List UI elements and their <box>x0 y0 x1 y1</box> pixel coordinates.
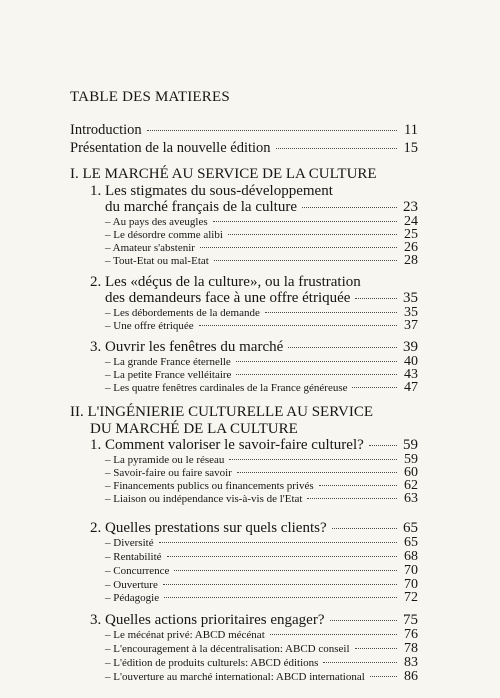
entry-label: – Le désordre comme alibi <box>105 229 223 241</box>
page-number: 59 <box>404 452 418 467</box>
dot-leader <box>302 207 397 208</box>
dot-leader <box>228 234 397 235</box>
dot-leader <box>164 597 397 598</box>
page-number: 65 <box>403 520 418 536</box>
dot-leader <box>213 221 397 222</box>
page-number: 83 <box>404 655 418 670</box>
page-number: 78 <box>404 641 418 656</box>
page-number: 43 <box>404 367 418 382</box>
dot-leader <box>352 387 397 388</box>
page-number: 62 <box>404 478 418 493</box>
dot-leader <box>355 298 397 299</box>
entry-label: – Financements publics ou financements privés <box>105 480 314 492</box>
entry-label: – Le mécénat privé: ABCD mécénat <box>105 629 265 641</box>
page-number: 24 <box>404 214 418 229</box>
entry-label: – Les débordements de la demande <box>105 307 260 319</box>
toc-entry-section[interactable] <box>105 669 418 685</box>
entry-label: – La grande France éternelle <box>105 356 231 368</box>
page-number: 15 <box>403 140 418 156</box>
page-number: 60 <box>404 465 418 480</box>
dot-leader <box>332 528 397 529</box>
chapter-title: 1. Les stigmates du sous-développement <box>90 183 333 199</box>
dot-leader <box>167 556 397 557</box>
dot-leader <box>163 584 397 585</box>
dot-leader <box>323 662 397 663</box>
dot-leader <box>174 570 397 571</box>
page-number: 86 <box>404 669 418 684</box>
toc-entry-section[interactable] <box>105 253 418 269</box>
toc-entry-section[interactable] <box>105 590 418 606</box>
chapter-title: 2. Les «déçus de la culture», ou la frustration <box>90 274 361 290</box>
toc-entry-section[interactable] <box>105 318 418 334</box>
page-number: 40 <box>404 354 418 369</box>
toc-entry-introduction[interactable] <box>70 122 418 139</box>
page-number: 70 <box>404 563 418 578</box>
page-number: 26 <box>404 240 418 255</box>
dot-leader <box>236 374 397 375</box>
dot-leader <box>199 325 397 326</box>
entry-label: – Savoir-faire ou faire savoir <box>105 467 232 479</box>
entry-label: – Concurrence <box>105 565 170 577</box>
entry-label: – Ouverture <box>105 579 158 591</box>
page-number: 68 <box>404 549 418 564</box>
entry-label: – L'ouverture au marché international: ABCD international <box>105 671 365 683</box>
dot-leader <box>214 260 397 261</box>
toc-entry-presentation[interactable] <box>70 140 418 157</box>
part-title: I. LE MARCHÉ AU SERVICE DE LA CULTURE <box>70 166 377 182</box>
entry-label: 3. Quelles actions prioritaires engager? <box>90 612 325 628</box>
page-number: 37 <box>404 318 418 333</box>
part-title: II. L'INGÉNIERIE CULTURELLE AU SERVICE <box>70 404 373 420</box>
dot-leader <box>270 634 397 635</box>
page-number: 72 <box>404 590 418 605</box>
dot-leader <box>276 148 397 149</box>
page-number: 25 <box>404 227 418 242</box>
page-number: 65 <box>404 535 418 550</box>
dot-leader <box>330 620 398 621</box>
page-number: 23 <box>403 199 418 215</box>
entry-label: du marché français de la culture <box>105 199 297 215</box>
page-number: 47 <box>404 380 418 395</box>
toc-entry-section[interactable] <box>105 491 418 507</box>
entry-label: – Pédagogie <box>105 592 160 604</box>
page-number: 39 <box>403 339 418 355</box>
entry-label: – Tout-Etat ou mal-Etat <box>105 255 209 267</box>
dot-leader <box>229 459 397 460</box>
entry-label: 3. Ouvrir les fenêtres du marché <box>90 339 284 355</box>
page-number: 11 <box>404 122 418 138</box>
entry-label: – Rentabilité <box>105 551 162 563</box>
entry-label: – La pyramide ou le réseau <box>105 454 225 466</box>
dot-leader <box>265 312 397 313</box>
dot-leader <box>319 485 397 486</box>
entry-label: – Amateur s'abstenir <box>105 242 195 254</box>
toc-heading: TABLE DES MATIERES <box>70 89 230 105</box>
entry-label: – Une offre étriquée <box>105 320 194 332</box>
entry-label: des demandeurs face à une offre étriquée <box>105 290 351 306</box>
toc-entry-section[interactable] <box>105 380 418 396</box>
entry-label: 1. Comment valoriser le savoir-faire culturel? <box>90 437 364 453</box>
page-number: 75 <box>403 612 418 628</box>
entry-label: – L'édition de produits culturels: ABCD éditions <box>105 657 319 669</box>
entry-label: – L'encouragement à la décentralisation: ABCD conseil <box>105 643 350 655</box>
entry-label: Présentation de la nouvelle édition <box>70 140 271 156</box>
entry-label: Introduction <box>70 122 142 138</box>
dot-leader <box>355 648 397 649</box>
page-number: 35 <box>403 290 418 306</box>
page-number: 35 <box>404 305 418 320</box>
dot-leader <box>307 498 397 499</box>
dot-leader <box>237 472 397 473</box>
page-number: 59 <box>403 437 418 453</box>
part-title-continued: DU MARCHÉ DE LA CULTURE <box>90 421 298 437</box>
dot-leader <box>200 247 397 248</box>
dot-leader <box>147 130 397 131</box>
dot-leader <box>236 361 397 362</box>
entry-label: – Diversité <box>105 537 154 549</box>
dot-leader <box>369 445 397 446</box>
entry-label: – Les quatre fenêtres cardinales de la France généreuse <box>105 382 348 394</box>
page-number: 28 <box>404 253 418 268</box>
page-number: 70 <box>404 577 418 592</box>
dot-leader <box>288 347 397 348</box>
page-number: 63 <box>404 491 418 506</box>
page-number: 76 <box>404 627 418 642</box>
entry-label: – La petite France velléitaire <box>105 369 232 381</box>
entry-label: – Liaison ou indépendance vis-à-vis de l'Etat <box>105 493 303 505</box>
entry-label: – Au pays des aveugles <box>105 216 208 228</box>
entry-label: 2. Quelles prestations sur quels clients? <box>90 520 327 536</box>
dot-leader <box>370 676 397 677</box>
dot-leader <box>159 542 397 543</box>
